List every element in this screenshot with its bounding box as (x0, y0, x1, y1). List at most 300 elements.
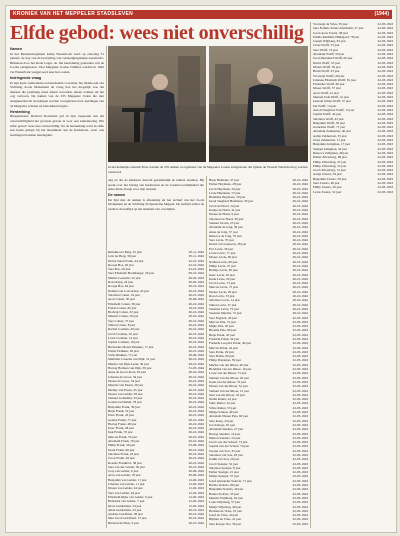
death-date: 22-03-1943 (292, 504, 308, 509)
victim-name: Esther Zilverberg, 68 jaar (313, 155, 347, 160)
victim-name: Max Jacob Goldfried, 12 jaar (108, 516, 147, 521)
victim-name: Izaak Levie, 20 jaar (209, 276, 236, 281)
victim-name: Gosina Goldsmid, 78 jaar (108, 400, 142, 405)
victim-name: Rebecca de Jong, 70 jaar (209, 233, 242, 238)
victim-name: Silvie Ruiter, 55 jaar (209, 405, 237, 410)
victim-name: Harm Wolff, 33 jaar (313, 69, 340, 74)
death-date: 22-03-1943 (292, 388, 308, 393)
death-date: 26-10-1942 (188, 451, 204, 456)
victim-name: Aaltje Zeldenrust, 35 jaar (313, 133, 347, 138)
death-date: 26-10-1942 (292, 272, 308, 277)
death-date: 22-03-1943 (292, 375, 308, 380)
banner-year: (1944) (374, 11, 389, 17)
names-list-column (108, 250, 204, 528)
victim-name: Mozes van Gelder, 58 jaar (108, 391, 143, 396)
section-text: In zijn korte welkomstwoord herhaalde voorzitter Jan Oldeboom van Stichting Joods Monument de vraag hoe het mogelijk was dat mensen die jarenlang naast elkaar woonden, elkaar zomaar uit het oog verloren. De namen van de 235 Meppeler Joden die niet terugkeerden uit de kampen werden voorgelezen door leerlingen van de Meppeler scholen en betrokken burgers. (10, 80, 104, 108)
victim-name: Marcus Frank, 35 jaar (108, 434, 138, 439)
death-date: 26-10-1942 (292, 285, 308, 290)
victim-name: Frederik Polak, 34 jaar (209, 336, 240, 341)
death-date: 22-03-1943 (377, 26, 393, 31)
victim-name: Mozes Wolff, 39 jaar (313, 64, 341, 69)
death-date: 22-03-1943 (292, 508, 308, 513)
victim-name: Aron Wolff, 41 jaar (313, 90, 339, 95)
victim-name: Vrouwtje de Vries, 39 jaar (313, 22, 348, 26)
death-date: 26-10-1942 (292, 268, 308, 273)
death-date: 22-03-1943 (377, 189, 393, 194)
victim-name: Abraham Frank, 76 jaar (108, 439, 140, 444)
article-column-2 (108, 178, 204, 248)
name-row (108, 521, 204, 525)
death-date: 22-03-1943 (377, 34, 393, 39)
victim-name: Hendrika van der Rhoer, 16 jaar (209, 367, 252, 372)
death-date: 22-03-1943 (377, 95, 393, 100)
death-date: 12-02-1943 (188, 490, 204, 495)
victim-name: Sara Polak, 29 jaar (209, 349, 234, 354)
victim-name: Philip Pruisman, 39 jaar (209, 358, 241, 363)
victim-name: Jacob Roep, 81 jaar (209, 422, 235, 427)
victim-name: Benjamin Frank, 39 jaar (108, 404, 141, 409)
death-date: 26-10-1942 (292, 289, 308, 294)
death-date: 26-10-1942 (188, 301, 204, 306)
victim-name: Sara van Gelder, 44 jaar (108, 490, 140, 495)
death-date: 26-10-1942 (188, 512, 204, 517)
death-date: 22-03-1943 (292, 418, 308, 423)
death-date: 22-03-1943 (292, 483, 308, 488)
death-date: 22-03-1943 (292, 453, 308, 457)
death-date: 26-10-1942 (292, 190, 308, 195)
death-date: 22-03-1943 (292, 500, 308, 505)
death-date: 22-03-1943 (292, 332, 308, 337)
victim-name: Esther Drukker, 26 jaar (108, 348, 139, 353)
victim-name: Sophia van der Schaaf, 74 jaar (209, 444, 250, 449)
victim-name: Hanna Stokvis, 33 jaar (209, 491, 240, 496)
victim-name: Jacob Levie, 73 jaar (209, 281, 236, 286)
death-date: 26-10-1942 (292, 281, 308, 286)
victim-name: Bernard de Haas, 6 jaar (108, 520, 140, 525)
death-date: 26-10-1942 (188, 464, 204, 469)
death-date: 22-10-1942 (188, 262, 204, 267)
victim-name: Marcus Levie, 75 jaar (209, 285, 238, 290)
death-date: 26-10-1942 (292, 182, 308, 187)
victim-name: Simon Levie, 37 jaar (209, 302, 237, 307)
victim-name: Salomon Frank, 43 jaar (108, 451, 139, 456)
photo-speaker (108, 46, 206, 162)
death-date: 22-03-1943 (377, 30, 393, 35)
victim-name: Mauritz van Essen, 36 jaar (108, 383, 144, 388)
victim-name: Judith van Son, 29 jaar (209, 457, 240, 462)
victim-name: Hijman de Vries, 41 jaar (209, 517, 242, 522)
death-date: 26-10-1942 (188, 396, 204, 401)
victim-name: Isaac Levie, 63 jaar (209, 272, 235, 277)
victim-name: Marcus Pais, 72 jaar (209, 319, 236, 324)
victim-name: Sophie Wolff, 44 jaar (313, 112, 342, 117)
death-date: 22-03-1943 (377, 155, 393, 160)
death-date: 26-10-1942 (292, 298, 308, 303)
victim-name: Mietje Spanjar, 57 jaar (209, 474, 240, 479)
death-date: 26-10-1942 (188, 413, 204, 418)
death-date: 22-03-1943 (292, 444, 308, 449)
death-date: 26-10-1942 (188, 447, 204, 452)
death-date: 22-03-1943 (292, 513, 308, 518)
death-date: 22-03-1943 (292, 414, 308, 419)
death-date: 26-10-1942 (292, 195, 308, 200)
death-date: 31-03-1944 (188, 366, 204, 371)
victim-name: Bertha Stokvis, 69 jaar (209, 483, 240, 488)
victim-name: Levie Zwiers, 52 jaar (313, 189, 342, 194)
victim-name: Mozes van der Rhoer, 52 jaar (209, 384, 248, 389)
victim-name: Bloeme Pais, 80 jaar (209, 328, 237, 333)
death-date: 22-03-1943 (377, 52, 393, 57)
death-date: 22-03-1943 (292, 341, 308, 346)
victim-name: Frederik Leopold Polak, 46 jaar (209, 341, 252, 346)
death-date: 22-03-1943 (377, 99, 393, 104)
victim-name: Mathilde Cornelia van Dijk, 31 jaar (108, 357, 156, 362)
death-date: 22-03-1943 (292, 349, 308, 354)
death-date: 12-02-1943 (188, 482, 204, 487)
victim-name: Samuel Goldsmid, 33 jaar (108, 396, 143, 401)
death-date: 19-10-1942 (188, 305, 204, 310)
victim-name: Susanna Levie, 72 jaar (209, 306, 240, 311)
victim-name: Levie Levie, 71 jaar (209, 251, 236, 256)
death-date: 22-03-1943 (377, 172, 393, 177)
death-date: 22-03-1943 (377, 142, 393, 147)
death-date: 26-10-1942 (188, 421, 204, 426)
victim-name: Hartog Harmen van Dijk, 39 jaar (108, 366, 152, 371)
section-heading: Herdenking (10, 109, 30, 114)
death-date: 26-10-1942 (292, 208, 308, 213)
death-date: 26-10-1942 (292, 212, 308, 217)
victim-name: Salomon Cohen, 34 jaar (108, 292, 140, 297)
victim-name: Mozes de Groot, 34 jaar (108, 378, 140, 383)
death-date: 26-10-1942 (188, 310, 204, 315)
death-date: 22-03-1943 (377, 107, 393, 112)
victim-name: Roosje Bos, 29 jaar (108, 262, 134, 267)
death-date: 26-10-1942 (292, 220, 308, 225)
victim-name: Joseph Wijnberg, 63 jaar (313, 39, 346, 44)
death-date: 22-03-1943 (377, 112, 393, 117)
victim-name: Salomon Wolff, 43 jaar (313, 116, 344, 121)
victim-name: Levie Wolff, 73 jaar (313, 43, 340, 48)
death-date: 26-10-1942 (292, 203, 308, 208)
victim-name: Sara van der Gelder, 36 jaar (108, 464, 145, 469)
victim-name: Martha van Dijk-Lezer, 36 jaar (108, 361, 149, 366)
death-date: 26-10-1942 (292, 255, 308, 260)
victim-name: Hedwig Cohen, 32 jaar (108, 310, 139, 315)
victim-name: Jacob Frank, 28 jaar (108, 456, 135, 461)
victim-name: Roosje Bos, 64 jaar (108, 284, 134, 289)
victim-name: Betje Heimans, 37 jaar (209, 178, 240, 182)
death-date: 26-10-1942 (292, 229, 308, 234)
victim-name: Joop van Gelder, 6 jaar (108, 469, 139, 474)
death-date: 26-10-1942 (292, 306, 308, 311)
victim-name: Sara Femma Trautz-Wertheim, 27 jaar (313, 26, 364, 31)
death-date: 30-09-1942 (188, 473, 204, 478)
death-date: 03-09-1942 (188, 443, 204, 448)
victim-name: Samuel van der Rhoer, 12 jaar (209, 388, 249, 393)
victim-name: Maurits Wijnberg, 62 jaar (209, 495, 243, 500)
victim-name: Sara Roep, 43 jaar (209, 418, 234, 423)
victim-name: Jacob Heymans, 34 jaar (209, 186, 241, 191)
victim-name: Marten Sanders, 52 jaar (209, 435, 241, 440)
death-date: 22-03-1943 (292, 521, 308, 526)
names-list-column (209, 178, 308, 528)
victim-name: Sara Zwiers, 48 jaar (313, 180, 340, 185)
victim-name: Israel Siegfried Hofmann, 30 jaar (209, 199, 254, 204)
victim-name: Sara Levie, 70 jaar (209, 238, 234, 243)
death-date: 22-03-1943 (292, 448, 308, 453)
victim-name: Vrouwtje Wolff, 20 jaar (313, 73, 345, 78)
death-date: 22-03-1943 (377, 60, 393, 65)
death-date: 26-10-1942 (292, 302, 308, 307)
column-rule (206, 176, 207, 528)
name-row (313, 190, 393, 194)
victim-name: Jozef de Vries, 44 jaar (209, 513, 239, 518)
victim-name: Esther Heymans, 28 jaar (209, 182, 242, 187)
death-date: 26-10-1942 (188, 434, 204, 439)
death-date: 26-02-1943 (188, 275, 204, 280)
death-date: 22-03-1943 (292, 410, 308, 415)
victim-name: Philip Frank, 36 jaar (108, 443, 136, 448)
victim-name: Elisabeth Rijke van Gelder, 6 jaar (108, 494, 153, 499)
death-date: 22-03-1943 (292, 319, 308, 324)
death-date: 22-03-1943 (377, 69, 393, 74)
headline: Elfde gebod: wees niet onverschillig (10, 22, 304, 44)
victim-name: Johanna de Groot, 34 jaar (108, 374, 142, 379)
victim-name: Eva Levie, 36 jaar (209, 246, 234, 251)
victim-name: Jacob de Hond, 14 jaar (209, 203, 240, 208)
victim-name: Aron van Gelder, 78 jaar (108, 473, 141, 478)
death-date: 26-10-1942 (188, 340, 204, 345)
victim-name: Samuel Zeligman, 54 jaar (313, 146, 348, 151)
death-date: 22-03-1943 (377, 176, 393, 181)
death-date: 22-03-1943 (292, 379, 308, 384)
victim-name: Louis Wijnberg, 57 jaar (209, 500, 241, 505)
death-date: 28-09-1942 (188, 353, 204, 358)
death-date: 26-10-1942 (292, 242, 308, 247)
death-date: 26-10-1942 (188, 426, 204, 431)
death-date: 26-10-1942 (188, 374, 204, 379)
victim-name: Rosa Rapp, 24 jaar (108, 280, 134, 285)
death-date: 26-10-1942 (188, 383, 204, 388)
death-date: 26-10-1942 (188, 335, 204, 340)
article-column-1 (10, 46, 104, 528)
death-date: 22-03-1943 (377, 82, 393, 87)
death-date: 09-10-1942 (188, 271, 204, 276)
victim-name: Ester Frank, 43 jaar (108, 413, 134, 418)
death-date: 26-10-1942 (188, 391, 204, 396)
victim-name: Levi ter Berg, 36 jaar (108, 254, 137, 259)
victim-name: Philip Zwiers, 50 jaar (313, 185, 342, 190)
death-date: 26-10-1942 (188, 404, 204, 409)
victim-name: Jozef Alexander Stokvis, 71 jaar (209, 478, 252, 483)
victim-name: Jacob Spanjar, 52 jaar (209, 461, 238, 466)
death-date: 22-10-1942 (188, 258, 204, 263)
victim-name: Nellie Ruiter, 24 jaar (209, 397, 237, 402)
section-text: Burgemeester Richard Korteland gaf in zijn toespraak aan dat onverschilligheid het grootste gevaar is voor een samenleving. Het elfde gebod: wees niet onverschillig. Na de herdenking werd in stilte een krans gelegd bij het monument aan de Kerkstraat, waar ook leerlingen bloemen neerlegden. (10, 114, 104, 137)
victim-name: Mozes Levie, 69 jaar (209, 255, 237, 260)
victim-name: Betje Polak, 45 jaar (209, 332, 236, 337)
death-date: 22-03-1943 (377, 47, 393, 52)
victim-name: Abraham Nissen Pais, 60 jaar (209, 414, 249, 419)
victim-name: Manuel Juda Wolff, 41 jaar (313, 95, 349, 100)
death-date: 26-10-1942 (188, 292, 204, 297)
victim-name: Salomon van Son, 63 jaar (209, 453, 243, 457)
names-list-column (313, 22, 393, 528)
victim-name: Maurits Cohen, 56 jaar (108, 314, 139, 319)
victim-name: Gustaaf Julius Wolff, 37 jaar (313, 99, 351, 104)
death-date: 22-03-1943 (292, 336, 308, 341)
death-date: 22-03-1943 (292, 495, 308, 500)
death-date: 22-03-1943 (377, 163, 393, 168)
victim-name: Sara Pruim, 69 jaar (209, 354, 235, 359)
death-date: 26-10-1942 (188, 361, 204, 366)
victim-name: Henriette van Gelder, 7 jaar (108, 499, 145, 504)
death-date: 26-10-1942 (292, 246, 308, 251)
section-banner (10, 10, 392, 19)
death-date: 26-10-1942 (188, 520, 204, 525)
victim-name: Abraham Sanders, 27 jaar (209, 427, 244, 432)
victim-name: Abraham Wolff, 50 jaar (313, 52, 345, 57)
intro-heading: Namen (10, 47, 22, 51)
victim-name: Emilie Mathilde Hildegard, 78 jaar (313, 34, 360, 39)
victim-name: Samuel van der Rhoer, 20 jaar (209, 375, 249, 380)
death-date: 22-03-1943 (292, 384, 308, 389)
death-date: 26-10-1942 (292, 216, 308, 221)
victim-name: Sally Ruiter, 32 jaar (209, 401, 236, 406)
victim-name: Rosa Levie, 33 jaar (209, 294, 235, 299)
death-date: 22-10-1942 (188, 267, 204, 272)
victim-name: Clara Zeldenrust, 11 jaar (313, 138, 346, 143)
death-date: 05-11-1942 (188, 250, 204, 254)
death-date: 22-03-1943 (292, 397, 308, 402)
victim-name: Hartog Frank, 48 jaar (108, 421, 137, 426)
death-date: 26-10-1942 (188, 323, 204, 328)
death-date: 26-10-1942 (188, 284, 204, 289)
death-date: 22-03-1943 (377, 22, 393, 26)
victim-name: Nathan van Coevorden, 45 jaar (108, 288, 150, 293)
banner-title: KRONIEK VAN HET MEPPELER STADSLEVEN (13, 11, 134, 17)
death-date: 26-10-1942 (188, 288, 204, 293)
death-date: 22-03-1943 (292, 371, 308, 376)
death-date: 22-03-1943 (377, 180, 393, 185)
victim-name: Isaak van der Rhoer, 53 jaar (209, 379, 247, 384)
victim-name: Benjamin Zeligman, 17 jaar (313, 142, 350, 147)
death-date: 22-03-1943 (377, 116, 393, 121)
victim-name: Mietje Wijnberg, 40 jaar (209, 504, 242, 509)
death-date: 12-02-1943 (188, 494, 204, 499)
victim-name: Mozes de Hond, 9 jaar (209, 212, 239, 217)
death-date: 22-03-1943 (377, 125, 393, 130)
victim-name: Jacob Bernhard Wolff, 60 jaar (313, 56, 353, 61)
death-date: 22-03-1943 (377, 146, 393, 151)
death-date: 22-03-1943 (292, 470, 308, 475)
victim-name: Susanna Maurits, 72 jaar (209, 311, 242, 316)
death-date: 30-09-1942 (188, 469, 204, 474)
victim-name: Levie Cosman, 14 jaar (108, 335, 138, 340)
death-date: 22-03-1943 (292, 315, 308, 320)
victim-name: Mijke Pais, 45 jaar (209, 324, 234, 329)
victim-name: Johanna van Gelder, 11 jaar (108, 482, 145, 487)
death-date: 22-03-1943 (377, 133, 393, 138)
victim-name: Isaac Frank, 48 jaar (108, 426, 134, 431)
death-date: 22-03-1943 (292, 478, 308, 483)
death-date: 22-03-1943 (292, 431, 308, 436)
death-date: 26-10-1942 (292, 233, 308, 238)
victim-name: Nathan Levie, 60 jaar (209, 259, 238, 264)
death-date: 22-03-1943 (377, 90, 393, 95)
death-date: 26-10-1942 (188, 456, 204, 461)
victim-name: Ida Wolff, 14 jaar (313, 103, 337, 108)
victim-name: Anna de Jong, 37 jaar (209, 229, 238, 234)
death-date: 26-10-1942 (188, 314, 204, 319)
victim-name: Esther Spanjar, 21 jaar (209, 470, 239, 475)
victim-name: Rebecca Zeligman, 48 jaar (313, 150, 349, 155)
column-rule (106, 46, 107, 528)
death-date: 26-10-1942 (188, 331, 204, 336)
victim-name: Kaatje de Hond, 41 jaar (209, 208, 241, 213)
death-date: 26-10-1942 (292, 259, 308, 264)
death-date: 26-10-1942 (188, 400, 204, 405)
victim-name: Benjamin van Gelder, 11 jaar (108, 477, 147, 482)
victim-name: Rachel Cosman, 40 jaar (108, 327, 140, 332)
death-date: 22-03-1943 (377, 43, 393, 48)
death-date: 30-09-1942 (188, 297, 204, 302)
death-date: 22-03-1943 (377, 120, 393, 125)
victim-name: Herman de Vries, 19 jaar (209, 508, 242, 513)
victim-name: Rosette Frankfort, 38 jaar (108, 460, 142, 465)
victim-name: Mozes Wolff, 57 jaar (313, 86, 341, 91)
death-date: 26-10-1942 (188, 344, 204, 349)
victim-name: Andries Goldfried, 38 jaar (108, 512, 143, 517)
death-date: 12-02-1943 (188, 503, 204, 508)
newspaper-page (5, 5, 397, 533)
death-date: 22-03-1943 (292, 362, 308, 367)
death-date: 12-02-1943 (188, 499, 204, 504)
death-date: 22-03-1943 (377, 64, 393, 69)
victim-name: Mozes van Gelder, 44 jaar (108, 486, 143, 491)
victim-name: Mozes Levie, 29 jaar (209, 289, 237, 294)
death-date: 22-03-1943 (377, 39, 393, 44)
victim-name: Johanna Elisabeth Wolff, 81 jaar (313, 77, 356, 82)
death-date: 26-10-1942 (292, 251, 308, 256)
death-date: 22-03-1943 (292, 367, 308, 372)
death-date: 26-10-1942 (188, 348, 204, 353)
death-date: 26-10-1942 (292, 276, 308, 281)
death-date: 22-03-1943 (292, 457, 308, 462)
death-date: 26-10-1942 (188, 439, 204, 444)
section-heading: Indringende vraag (10, 76, 42, 81)
victim-name: Arnold Siegfried Wolff, 13 jaar (313, 107, 355, 112)
death-date: 22-03-1943 (377, 138, 393, 143)
death-date: 26-10-1942 (188, 516, 204, 521)
victim-name: Sophia Cosman, 18 jaar (108, 340, 140, 345)
victim-name: Israel Frank, 69 jaar (108, 447, 135, 452)
death-date: 22-03-1943 (292, 328, 308, 333)
death-date: 26-10-1942 (188, 387, 204, 392)
death-date: 26-10-1942 (188, 460, 204, 465)
death-date: 22-03-1943 (292, 405, 308, 410)
victim-name: Gerardina Wolff, 71 jaar (313, 125, 346, 130)
death-date: 26-10-1942 (292, 178, 308, 182)
victim-name: Elisabeth Cohen, 36 jaar (108, 301, 141, 306)
death-date: 22-03-1943 (292, 401, 308, 406)
victim-name: David Jakob Polak, 44 jaar (108, 258, 144, 263)
victim-name: Sara Pagrach, 26 jaar (209, 315, 238, 320)
names-heading: De namen (108, 193, 126, 198)
victim-name: Hartog Sanders, 14 jaar (209, 431, 241, 436)
victim-name: Aaltje Zwiers, 59 jaar (313, 172, 342, 177)
victim-name: Jacob Cosman, 45 jaar (108, 331, 138, 336)
